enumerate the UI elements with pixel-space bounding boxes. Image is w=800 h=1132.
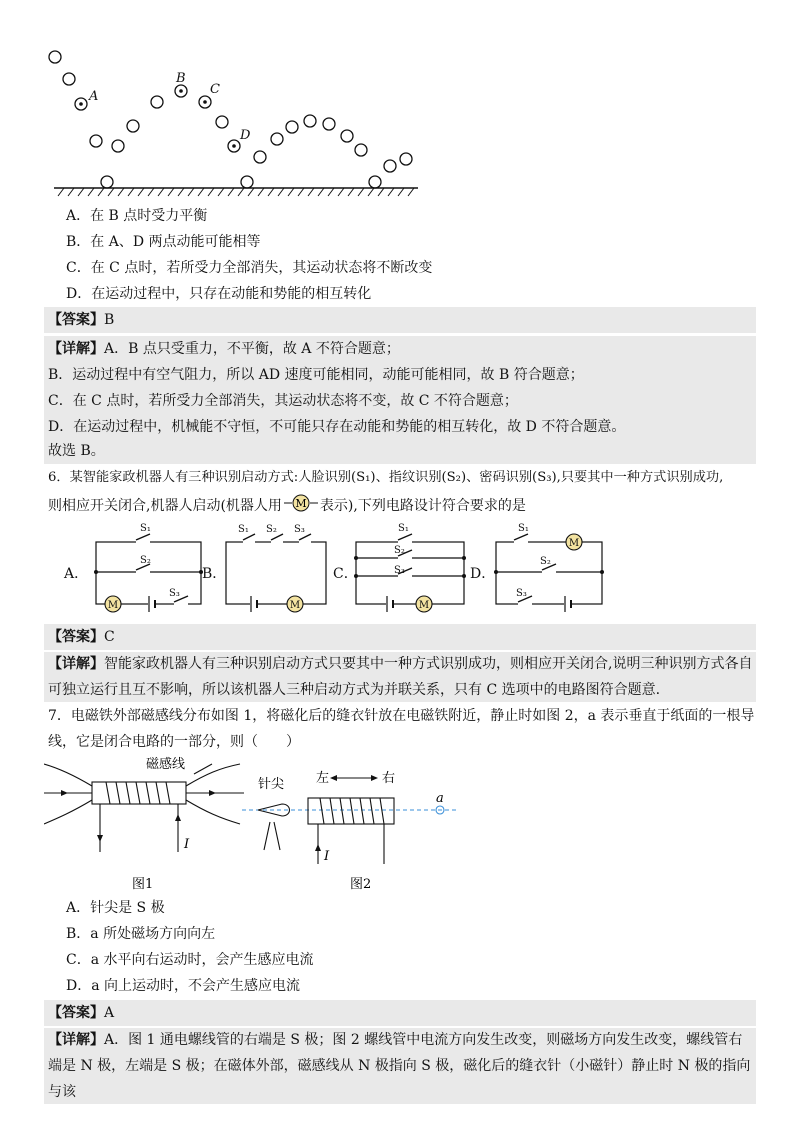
q7-option-c: C．a 水平向右运动时，会产生感应电流 [66, 952, 314, 968]
svg-text:S₃: S₃ [294, 524, 305, 535]
q6-stem-line-2: 则相应开关闭合,机器人启动(机器人用 M 表示),下列电路设计符合要求的是 [48, 494, 526, 518]
q6-answer: 【答案】C [48, 629, 115, 645]
ball-position [127, 120, 139, 132]
svg-text:S₃: S₃ [516, 588, 527, 599]
ball-position [271, 133, 283, 145]
ball-position [400, 153, 412, 165]
ball-position [63, 73, 75, 85]
right-label: 右 [382, 771, 396, 786]
ball-position [341, 130, 353, 142]
q5-detail-line-5: 故选 B。 [48, 443, 105, 459]
ball-bounce-1 [101, 176, 113, 188]
ball-trajectory-figure [44, 44, 424, 204]
svg-text:M: M [418, 600, 430, 611]
q5-detail-line-2: B．运动过程中有空气阻力，所以 AD 速度可能相同，动能可能相同，故 B 符合题意； [48, 367, 584, 383]
q5-detail-line-3: C．在 C 点时，若所受力全部消失，其运动状态将不变，故 C 不符合题意； [48, 393, 518, 409]
svg-text:S₃: S₃ [394, 565, 405, 576]
q5-option-a: A．在 B 点时受力平衡 [66, 208, 208, 224]
ball-position [90, 135, 102, 147]
q6-stem-line-1: 6．某智能家政机器人有三种识别启动方式:人脸识别(S₁)、指纹识别(S₂)、密码识别(S₃),只要其中一种方式识别成功, [48, 470, 724, 485]
q7-figures [44, 752, 474, 892]
svg-text:S₁: S₁ [238, 524, 249, 535]
ball-position [304, 115, 316, 127]
ball-position [216, 116, 228, 128]
point-label-d: D [240, 128, 251, 143]
svg-text:S₃: S₃ [169, 588, 180, 599]
fig1-field-line-label: 磁感线 [146, 757, 186, 772]
ball-position [151, 96, 163, 108]
svg-text:S₂: S₂ [540, 556, 551, 567]
svg-text:M: M [107, 600, 119, 611]
point-label-b: B [176, 71, 186, 86]
svg-text:S₁: S₁ [518, 523, 529, 534]
q5-option-b: B．在 A、D 两点动能可能相等 [66, 234, 261, 250]
needle-tip-label: 针尖 [258, 777, 285, 792]
q7-option-d: D．a 向上运动时，不会产生感应电流 [66, 978, 301, 994]
q5-detail-line-1: 【详解】A．B 点只受重力，不平衡，故 A 不符合题意； [48, 341, 400, 357]
q7-stem-line-1: 7．电磁铁外部磁感线分布如图 1，将磁化后的缝衣针放在电磁铁附近，静止时如图 2，a 表示垂直于纸面的一根导 [48, 708, 755, 724]
ball-position [254, 151, 266, 163]
svg-text:S₁: S₁ [398, 523, 409, 534]
ball-position [112, 140, 124, 152]
fig2-caption: 图2 [350, 877, 372, 892]
q5-answer-box [44, 307, 756, 333]
ball-bounce-2 [241, 176, 253, 188]
q5-answer: 【答案】B [48, 312, 115, 328]
svg-text:M: M [295, 497, 307, 510]
q6-option-d: D． [470, 566, 496, 582]
q6-option-a: A． [64, 566, 89, 582]
q5-option-d: D．在运动过程中，只存在动能和势能的相互转化 [66, 286, 372, 302]
ball-position [49, 51, 61, 63]
q7-option-b: B．a 所处磁场方向向左 [66, 926, 216, 942]
fig1-current-label: I [184, 837, 190, 852]
q6-answer-box [44, 624, 756, 650]
q5-detail-line-4: D．在运动过程中，机械能不守恒，不可能只存在动能和势能的相互转化，故 D 不符合题意。 [48, 419, 626, 435]
left-label: 左 [316, 771, 330, 786]
wire-a-label: a [436, 791, 444, 806]
q6-circuit-options [56, 520, 616, 620]
motor-inline-icon [284, 494, 318, 518]
q7-detail: 【详解】A．图 1 通电螺线管的右端是 S 极；图 2 螺线管中电流方向发生改变，则磁场方向发生改变，螺线管右端是 N 极，左端是 S 极；在磁体外部，磁感线从 N 极指向 S 极，磁化后的缝衣针（小磁针）静止时 N 极的指向与该 [48, 1032, 751, 1100]
q6-option-c: C． [333, 566, 358, 582]
ball-position [323, 118, 335, 130]
ball-position [286, 121, 298, 133]
fig2-current-label: I [324, 849, 330, 864]
q7-stem-line-2: 线，它是闭合电路的一部分，则（ ） [48, 734, 300, 750]
svg-text:M: M [289, 600, 301, 611]
ball-bounce-3 [369, 176, 381, 188]
point-label-c: C [210, 82, 220, 97]
point-label-a: A [89, 89, 99, 104]
ball-position [355, 144, 367, 156]
svg-text:S₂: S₂ [140, 555, 151, 566]
q5-option-c: C．在 C 点时，若所受力全部消失，其运动状态将不断改变 [66, 260, 433, 276]
svg-text:S₂: S₂ [266, 524, 277, 535]
q7-answer: 【答案】A [48, 1005, 115, 1021]
svg-text:S₂: S₂ [394, 545, 405, 556]
q7-option-a: A．针尖是 S 极 [66, 900, 165, 916]
svg-text:M: M [568, 538, 580, 549]
svg-text:S₁: S₁ [140, 523, 151, 534]
q7-answer-box [44, 1000, 756, 1026]
ball-position [384, 160, 396, 172]
fig1-caption: 图1 [132, 877, 154, 892]
q6-option-b: B． [202, 566, 227, 582]
q6-detail: 【详解】智能家政机器人有三种识别启动方式只要其中一种方式识别成功，则相应开关闭合,说明三种识别方式各自可独立运行且互不影响，所以该机器人三种启动方式为并联关系，只有 C 选项中的电路图符合题意. [48, 656, 753, 698]
